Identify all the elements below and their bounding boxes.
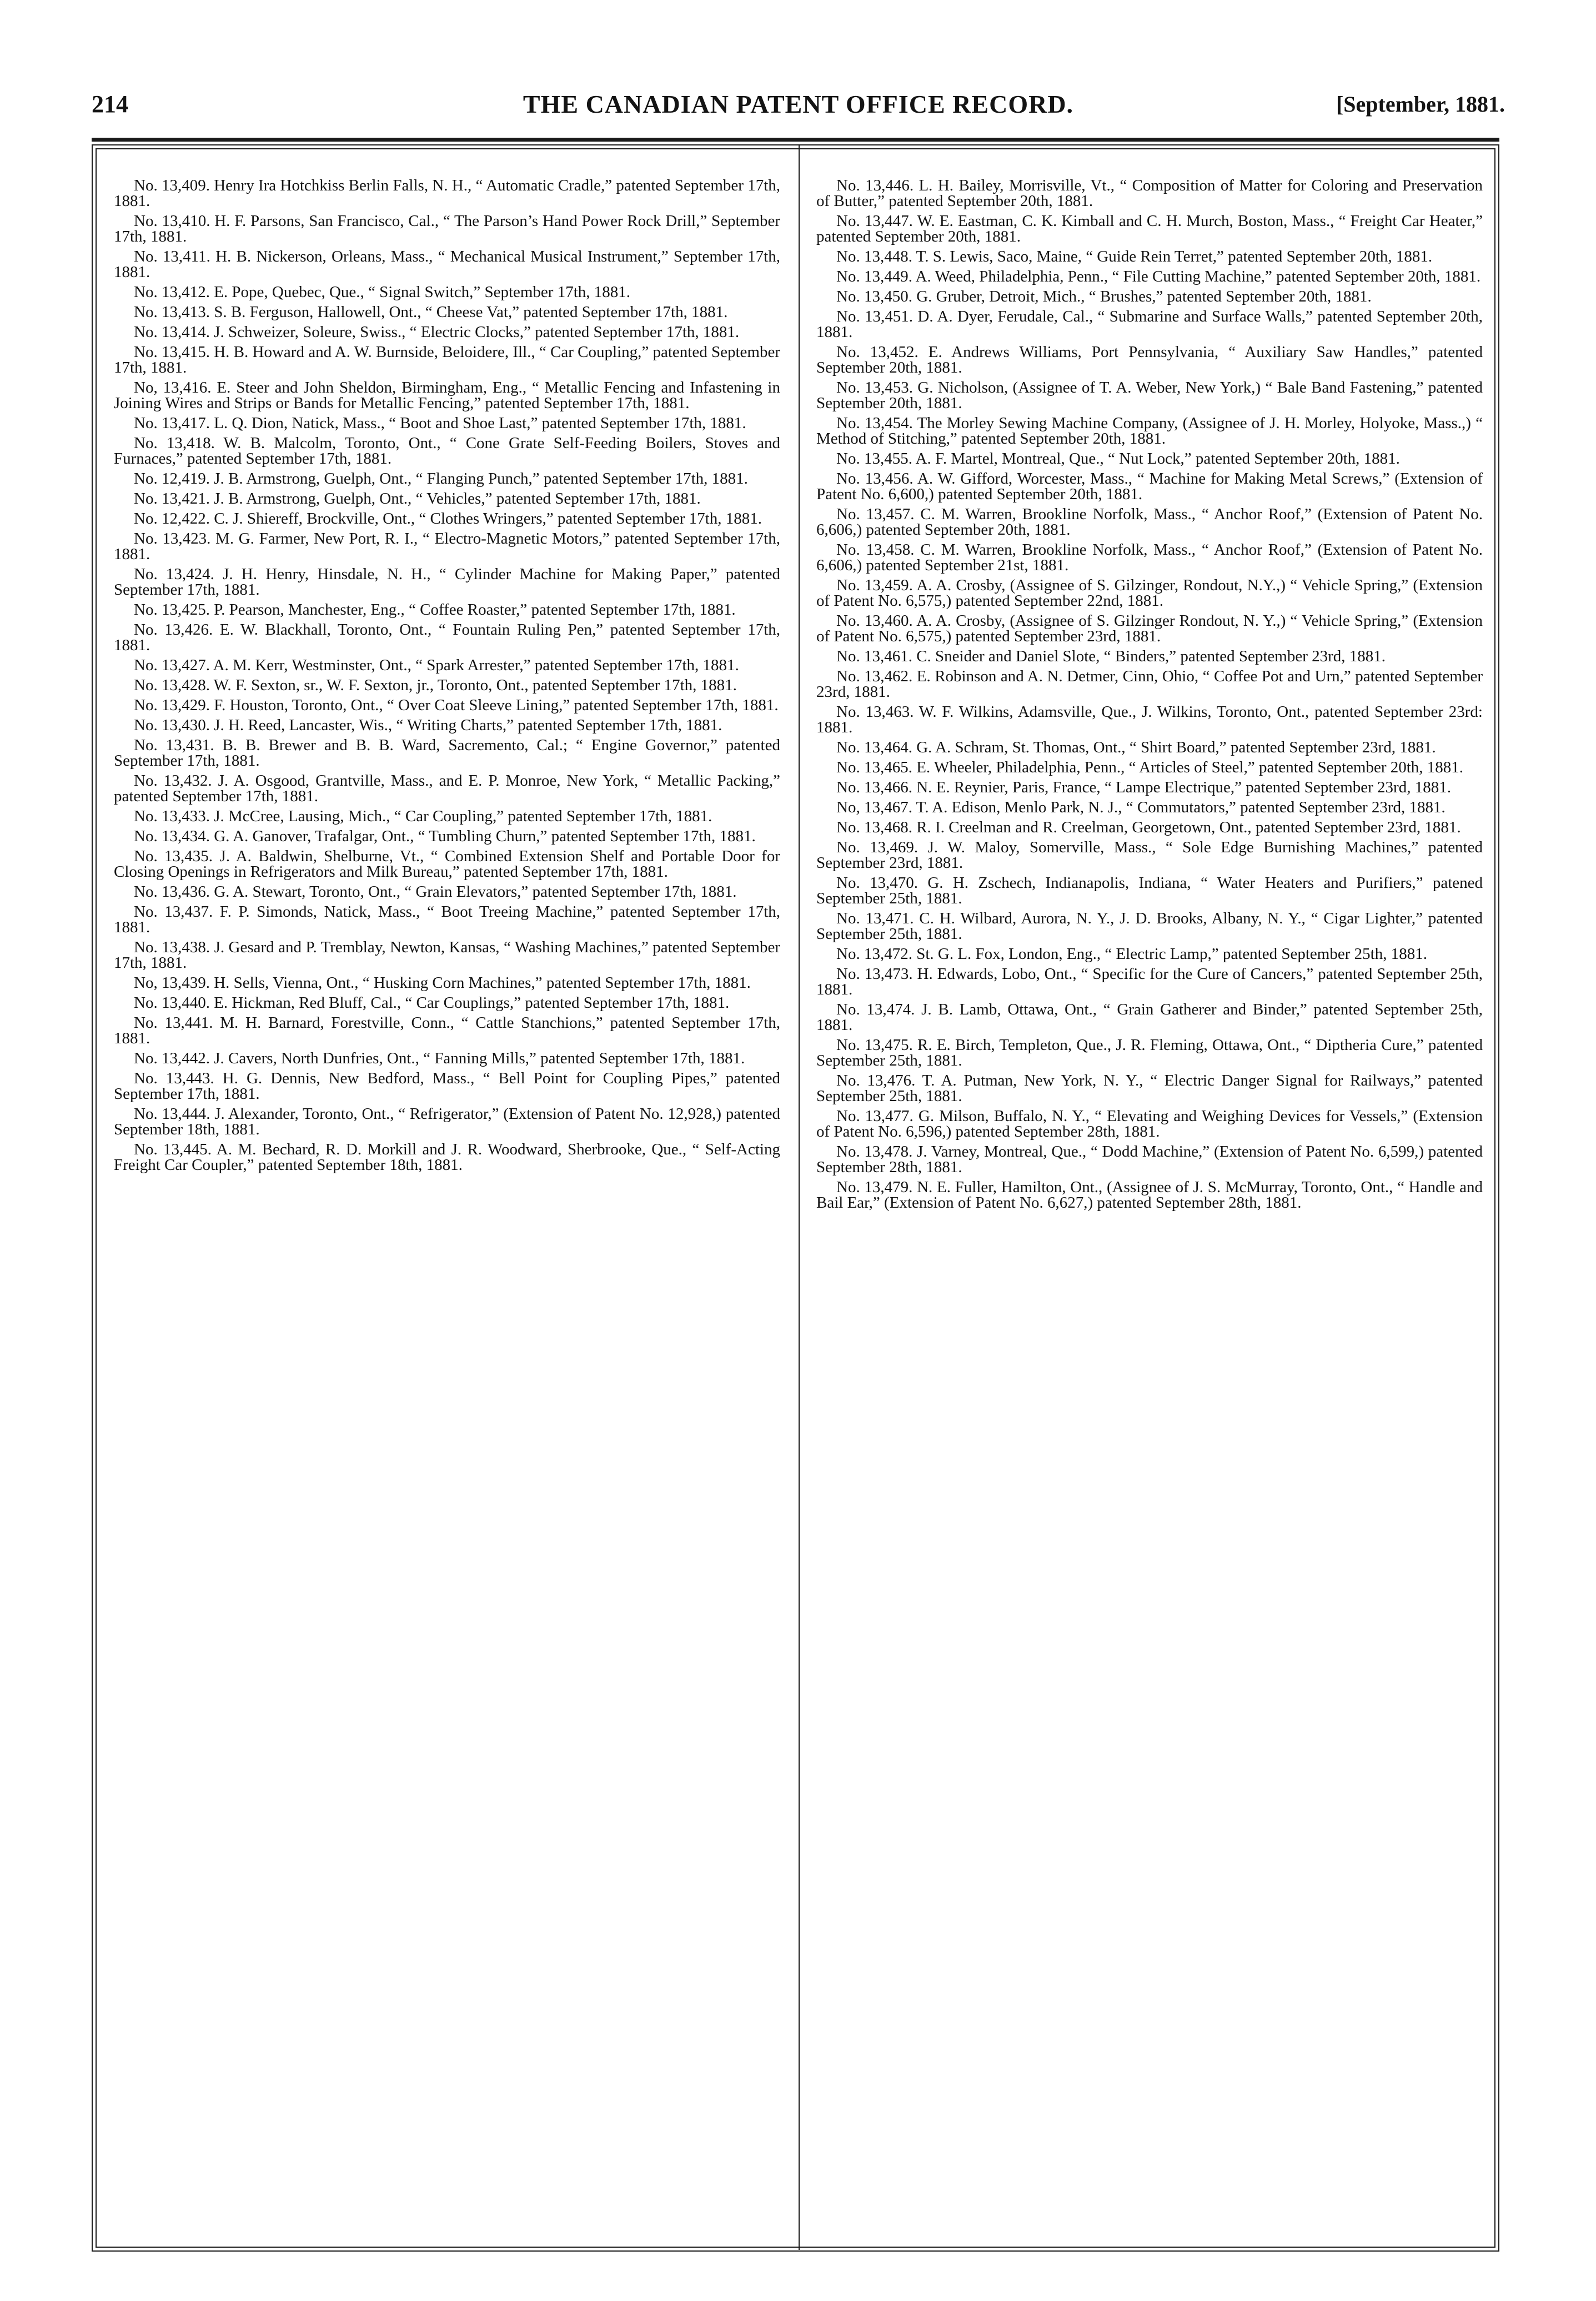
patent-entry: No. 13,461. C. Sneider and Daniel Slote, “ Binders,” patented September 23rd, 1881.	[836, 647, 1386, 665]
patent-entry: No. 13,459. A. A. Crosby, (Assignee of S. Gilzinger, Rondout, N.Y.,) “ Vehicle Spring,” (Extension of Patent No. 6,575,) patented September 22nd, 1881.	[816, 576, 1483, 610]
patent-entry: No. 12,419. J. B. Armstrong, Guelph, Ont., “ Flanging Punch,” patented September 17th, 1881.	[134, 470, 748, 488]
patent-entry: No. 13,445. A. M. Bechard, R. D. Morkill and J. R. Woodward, Sherbrooke, Que., “ Self-Acting Freight Car Coupler,” patented September 18th, 1881.	[114, 1141, 780, 1174]
patent-entry: No. 13,431. B. B. Brewer and B. B. Ward, Sacremento, Cal.; “ Engine Governor,” patented September 17th, 1881.	[114, 736, 780, 770]
patent-entry: No. 13,415. H. B. Howard and A. W. Burnside, Beloidere, Ill., “ Car Coupling,” patented September 17th, 1881.	[114, 343, 780, 376]
patent-entry: No. 13,450. G. Gruber, Detroit, Mich., “ Brushes,” patented September 20th, 1881.	[836, 288, 1372, 305]
patent-entry: No. 13,449. A. Weed, Philadelphia, Penn., “ File Cutting Machine,” patented September 20th, 1881.	[836, 268, 1481, 285]
patent-entry: No. 13,418. W. B. Malcolm, Toronto, Ont., “ Cone Grate Self-Feeding Boilers, Stoves and Furnaces,” patented September 17th, 1881.	[114, 434, 780, 468]
patent-entry: No. 13,451. D. A. Dyer, Ferudale, Cal., “ Submarine and Surface Walls,” patented September 20th, 1881.	[816, 308, 1483, 341]
patent-entry: No. 13,421. J. B. Armstrong, Guelph, Ont., “ Vehicles,” patented September 17th, 1881.	[134, 490, 701, 508]
patent-entry: No. 13,470. G. H. Zschech, Indianapolis, Indiana, “ Water Heaters and Purifiers,” patened September 25th, 1881.	[816, 874, 1483, 907]
patent-entry: No. 13,443. H. G. Dennis, New Bedford, Mass., “ Bell Point for Coupling Pipes,” patented September 17th, 1881.	[114, 1069, 780, 1103]
patent-entry: No. 13,457. C. M. Warren, Brookline Norfolk, Mass., “ Anchor Roof,” (Extension of Patent No. 6,606,) patented September 20th, 1881.	[816, 505, 1483, 539]
patent-entry: No. 13,458. C. M. Warren, Brookline Norfolk, Mass., “ Anchor Roof,” (Extension of Patent No. 6,606,) patented September 21st, 1881.	[816, 541, 1483, 574]
patent-entry: No. 13,448. T. S. Lewis, Saco, Maine, “ Guide Rein Terret,” patented September 20th, 1881.	[836, 248, 1433, 265]
patent-entry: No. 13,436. G. A. Stewart, Toronto, Ont., “ Grain Elevators,” patented September 17th, 1881.	[134, 883, 737, 901]
patent-entry: No. 13,434. G. A. Ganover, Trafalgar, Ont., “ Tumbling Churn,” patented September 17th, 1881.	[134, 827, 756, 845]
patent-entry: No. 13,479. N. E. Fuller, Hamilton, Ont., (Assignee of J. S. McMurray, Toronto, Ont., “ Handle and Bail Ear,” (Extension of Patent No. 6,627,) patented September 28th, 1881.	[816, 1178, 1483, 1212]
patent-entry: No. 13,441. M. H. Barnard, Forestville, Conn., “ Cattle Stanchions,” patented September 17th, 1881.	[114, 1014, 780, 1047]
journal-title: THE CANADIAN PATENT OFFICE RECORD.	[523, 90, 1074, 118]
patent-entry: No. 13,446. L. H. Bailey, Morrisville, Vt., “ Composition of Matter for Coloring and Preservation of Butter,” patented September 20th, 1881.	[816, 177, 1483, 210]
patent-entry: No. 13,444. J. Alexander, Toronto, Ont., “ Refrigerator,” (Extension of Patent No. 12,928,) patented September 18th, 1881.	[114, 1105, 780, 1138]
patent-entry: No. 13,429. F. Houston, Toronto, Ont., “ Over Coat Sleeve Lining,” patented September 17th, 1881.	[134, 696, 779, 714]
patent-entry: No. 13,460. A. A. Crosby, (Assignee of S. Gilzinger Rondout, N. Y.,) “ Vehicle Spring,” (Extension of Patent No. 6,575,) patented September 23rd, 1881.	[816, 612, 1483, 645]
patent-entry: No. 13,455. A. F. Martel, Montreal, Que., “ Nut Lock,” patented September 20th, 1881.	[836, 450, 1400, 468]
patent-entry: No. 13,425. P. Pearson, Manchester, Eng., “ Coffee Roaster,” patented September 17th, 1881.	[134, 601, 736, 619]
patent-entry: No. 13,433. J. McCree, Lausing, Mich., “ Car Coupling,” patented September 17th, 1881.	[134, 807, 712, 825]
patent-entry: No. 13,471. C. H. Wilbard, Aurora, N. Y., J. D. Brooks, Albany, N. Y., “ Cigar Lighter,” patented September 25th, 1881.	[816, 910, 1483, 943]
page-number: 214	[92, 91, 128, 118]
patent-entry: No. 13,427. A. M. Kerr, Westminster, Ont., “ Spark Arrester,” patented September 17th, 1881.	[134, 656, 739, 674]
patent-entry: No. 13,475. R. E. Birch, Templeton, Que., J. R. Fleming, Ottawa, Ont., “ Diptheria Cure,” patented September 25th, 1881.	[816, 1036, 1483, 1069]
patent-entry: No. 13,447. W. E. Eastman, C. K. Kimball and C. H. Murch, Boston, Mass., “ Freight Car Heater,” patented September 20th, 1881.	[816, 212, 1483, 245]
patent-entry: No. 13,411. H. B. Nickerson, Orleans, Mass., “ Mechanical Musical Instrument,” September 17th, 1881.	[114, 248, 780, 281]
patent-entry: No. 13,456. A. W. Gifford, Worcester, Mass., “ Machine for Making Metal Screws,” (Extension of Patent No. 6,600,) patented September 20th, 1881.	[816, 470, 1483, 503]
patent-entry: No. 13,412. E. Pope, Quebec, Que., “ Signal Switch,” September 17th, 1881.	[134, 283, 631, 301]
patent-entry: No. 13,440. E. Hickman, Red Bluff, Cal., “ Car Couplings,” patented September 17th, 1881.	[134, 994, 730, 1012]
patent-entry: No. 13,413. S. B. Ferguson, Hallowell, Ont., “ Cheese Vat,” patented September 17th, 1881.	[134, 303, 728, 321]
patent-entry: No. 13,414. J. Schweizer, Soleure, Swiss., “ Electric Clocks,” patented September 17th, 1881.	[134, 323, 740, 341]
patent-entry: No. 13,477. G. Milson, Buffalo, N. Y., “ Elevating and Weighing Devices for Vessels,” (Extension of Patent No. 6,596,) patented September 28th, 1881.	[816, 1107, 1483, 1141]
patent-entry: No. 13,424. J. H. Henry, Hinsdale, N. H., “ Cylinder Machine for Making Paper,” patented September 17th, 1881.	[114, 565, 780, 599]
patent-entry: No. 13,453. G. Nicholson, (Assignee of T. A. Weber, New York,) “ Bale Band Fastening,” patented September 20th, 1881.	[816, 379, 1483, 412]
patent-entry: No. 13,442. J. Cavers, North Dunfries, Ont., “ Fanning Mills,” patented September 17th, 1881.	[134, 1049, 745, 1067]
patent-entry: No. 13,437. F. P. Simonds, Natick, Mass., “ Boot Treeing Machine,” patented September 17th, 1881.	[114, 903, 780, 936]
patent-entry: No. 13,478. J. Varney, Montreal, Que., “ Dodd Machine,” (Extension of Patent No. 6,599,) patented September 28th, 1881.	[816, 1143, 1483, 1176]
patent-entry: No, 13,467. T. A. Edison, Menlo Park, N. J., “ Commutators,” patented September 23rd, 1881.	[836, 798, 1446, 816]
patent-entry: No. 13,432. J. A. Osgood, Grantville, Mass., and E. P. Monroe, New York, “ Metallic Packing,” patented September 17th, 1881.	[114, 772, 780, 805]
patent-entry: No. 13,438. J. Gesard and P. Tremblay, Newton, Kansas, “ Washing Machines,” patented September 17th, 1881.	[114, 938, 780, 972]
patent-entry: No. 13,435. J. A. Baldwin, Shelburne, Vt., “ Combined Extension Shelf and Portable Door for Closing Openings in Refrigerators and Milk Bureau,” patented September 17th, 1881.	[114, 847, 780, 881]
patent-entry: No. 12,422. C. J. Shiereff, Brockville, Ont., “ Clothes Wringers,” patented September 17th, 1881.	[134, 510, 762, 527]
patent-entry: No. 13,473. H. Edwards, Lobo, Ont., “ Specific for the Cure of Cancers,” patented September 25th, 1881.	[816, 965, 1483, 998]
top-rule	[92, 138, 1499, 142]
patent-entry: No. 13,469. J. W. Maloy, Somerville, Mass., “ Sole Edge Burnishing Machines,” patented September 23rd, 1881.	[816, 838, 1483, 872]
patent-entry: No. 13,417. L. Q. Dion, Natick, Mass., “ Boot and Shoe Last,” patented September 17th, 1881.	[134, 414, 746, 432]
issue-date: [September, 1881.	[1336, 92, 1505, 117]
patent-entry: No. 13,409. Henry Ira Hotchkiss Berlin Falls, N. H., “ Automatic Cradle,” patented September 17th, 1881.	[114, 177, 780, 210]
right-column	[816, 178, 1483, 1215]
column-divider	[799, 145, 800, 2250]
patent-entry: No. 13,454. The Morley Sewing Machine Company, (Assignee of J. H. Morley, Holyoke, Mass.,) “ Method of Stitching,” patented September 20th, 1881.	[816, 414, 1483, 448]
page-header	[92, 88, 1505, 127]
patent-entry: No. 13,464. G. A. Schram, St. Thomas, Ont., “ Shirt Board,” patented September 23rd, 1881.	[836, 738, 1436, 756]
patent-entry: No. 13,462. E. Robinson and A. N. Detmer, Cinn, Ohio, “ Coffee Pot and Urn,” patented September 23rd, 1881.	[816, 667, 1483, 701]
patent-entry: No. 13,472. St. G. L. Fox, London, Eng., “ Electric Lamp,” patented September 25th, 1881.	[836, 945, 1427, 963]
patent-entry: No, 13,416. E. Steer and John Sheldon, Birmingham, Eng., “ Metallic Fencing and Infastening in Joining Wires and Strips or Bands for Metallic Fencing,” patented September 17th, 1881.	[114, 379, 780, 412]
patent-entry: No. 13,463. W. F. Wilkins, Adamsville, Que., J. Wilkins, Toronto, Ont., patented September 23rd: 1881.	[816, 703, 1483, 736]
patent-entry: No. 13,430. J. H. Reed, Lancaster, Wis., “ Writing Charts,” patented September 17th, 1881.	[134, 716, 722, 734]
patent-entry: No. 13,423. M. G. Farmer, New Port, R. I., “ Electro-Magnetic Motors,” patented September 17th, 1881.	[114, 530, 780, 563]
patent-entry: No. 13,452. E. Andrews Williams, Port Pennsylvania, “ Auxiliary Saw Handles,” patented September 20th, 1881.	[816, 343, 1483, 376]
patent-entry: No. 13,476. T. A. Putman, New York, N. Y., “ Electric Danger Signal for Railways,” patented September 25th, 1881.	[816, 1072, 1483, 1105]
left-column	[114, 178, 780, 1177]
patent-entry: No. 13,466. N. E. Reynier, Paris, France, “ Lampe Electrique,” patented September 23rd, 1881.	[836, 778, 1451, 796]
patent-entry: No, 13,439. H. Sells, Vienna, Ont., “ Husking Corn Machines,” patented September 17th, 1881.	[134, 974, 751, 992]
patent-entry: No. 13,474. J. B. Lamb, Ottawa, Ont., “ Grain Gatherer and Binder,” patented September 25th, 1881.	[816, 1001, 1483, 1034]
patent-entry: No. 13,428. W. F. Sexton, sr., W. F. Sexton, jr., Toronto, Ont., patented September 17th, 1881.	[134, 676, 737, 694]
patent-entry: No. 13,468. R. I. Creelman and R. Creelman, Georgetown, Ont., patented September 23rd, 1881.	[836, 818, 1461, 836]
patent-entry: No. 13,410. H. F. Parsons, San Francisco, Cal., “ The Parson’s Hand Power Rock Drill,” September 17th, 1881.	[114, 212, 780, 245]
patent-entry: No. 13,465. E. Wheeler, Philadelphia, Penn., “ Articles of Steel,” patented September 20th, 1881.	[836, 758, 1464, 776]
patent-entry: No. 13,426. E. W. Blackhall, Toronto, Ont., “ Fountain Ruling Pen,” patented September 17th, 1881.	[114, 621, 780, 654]
